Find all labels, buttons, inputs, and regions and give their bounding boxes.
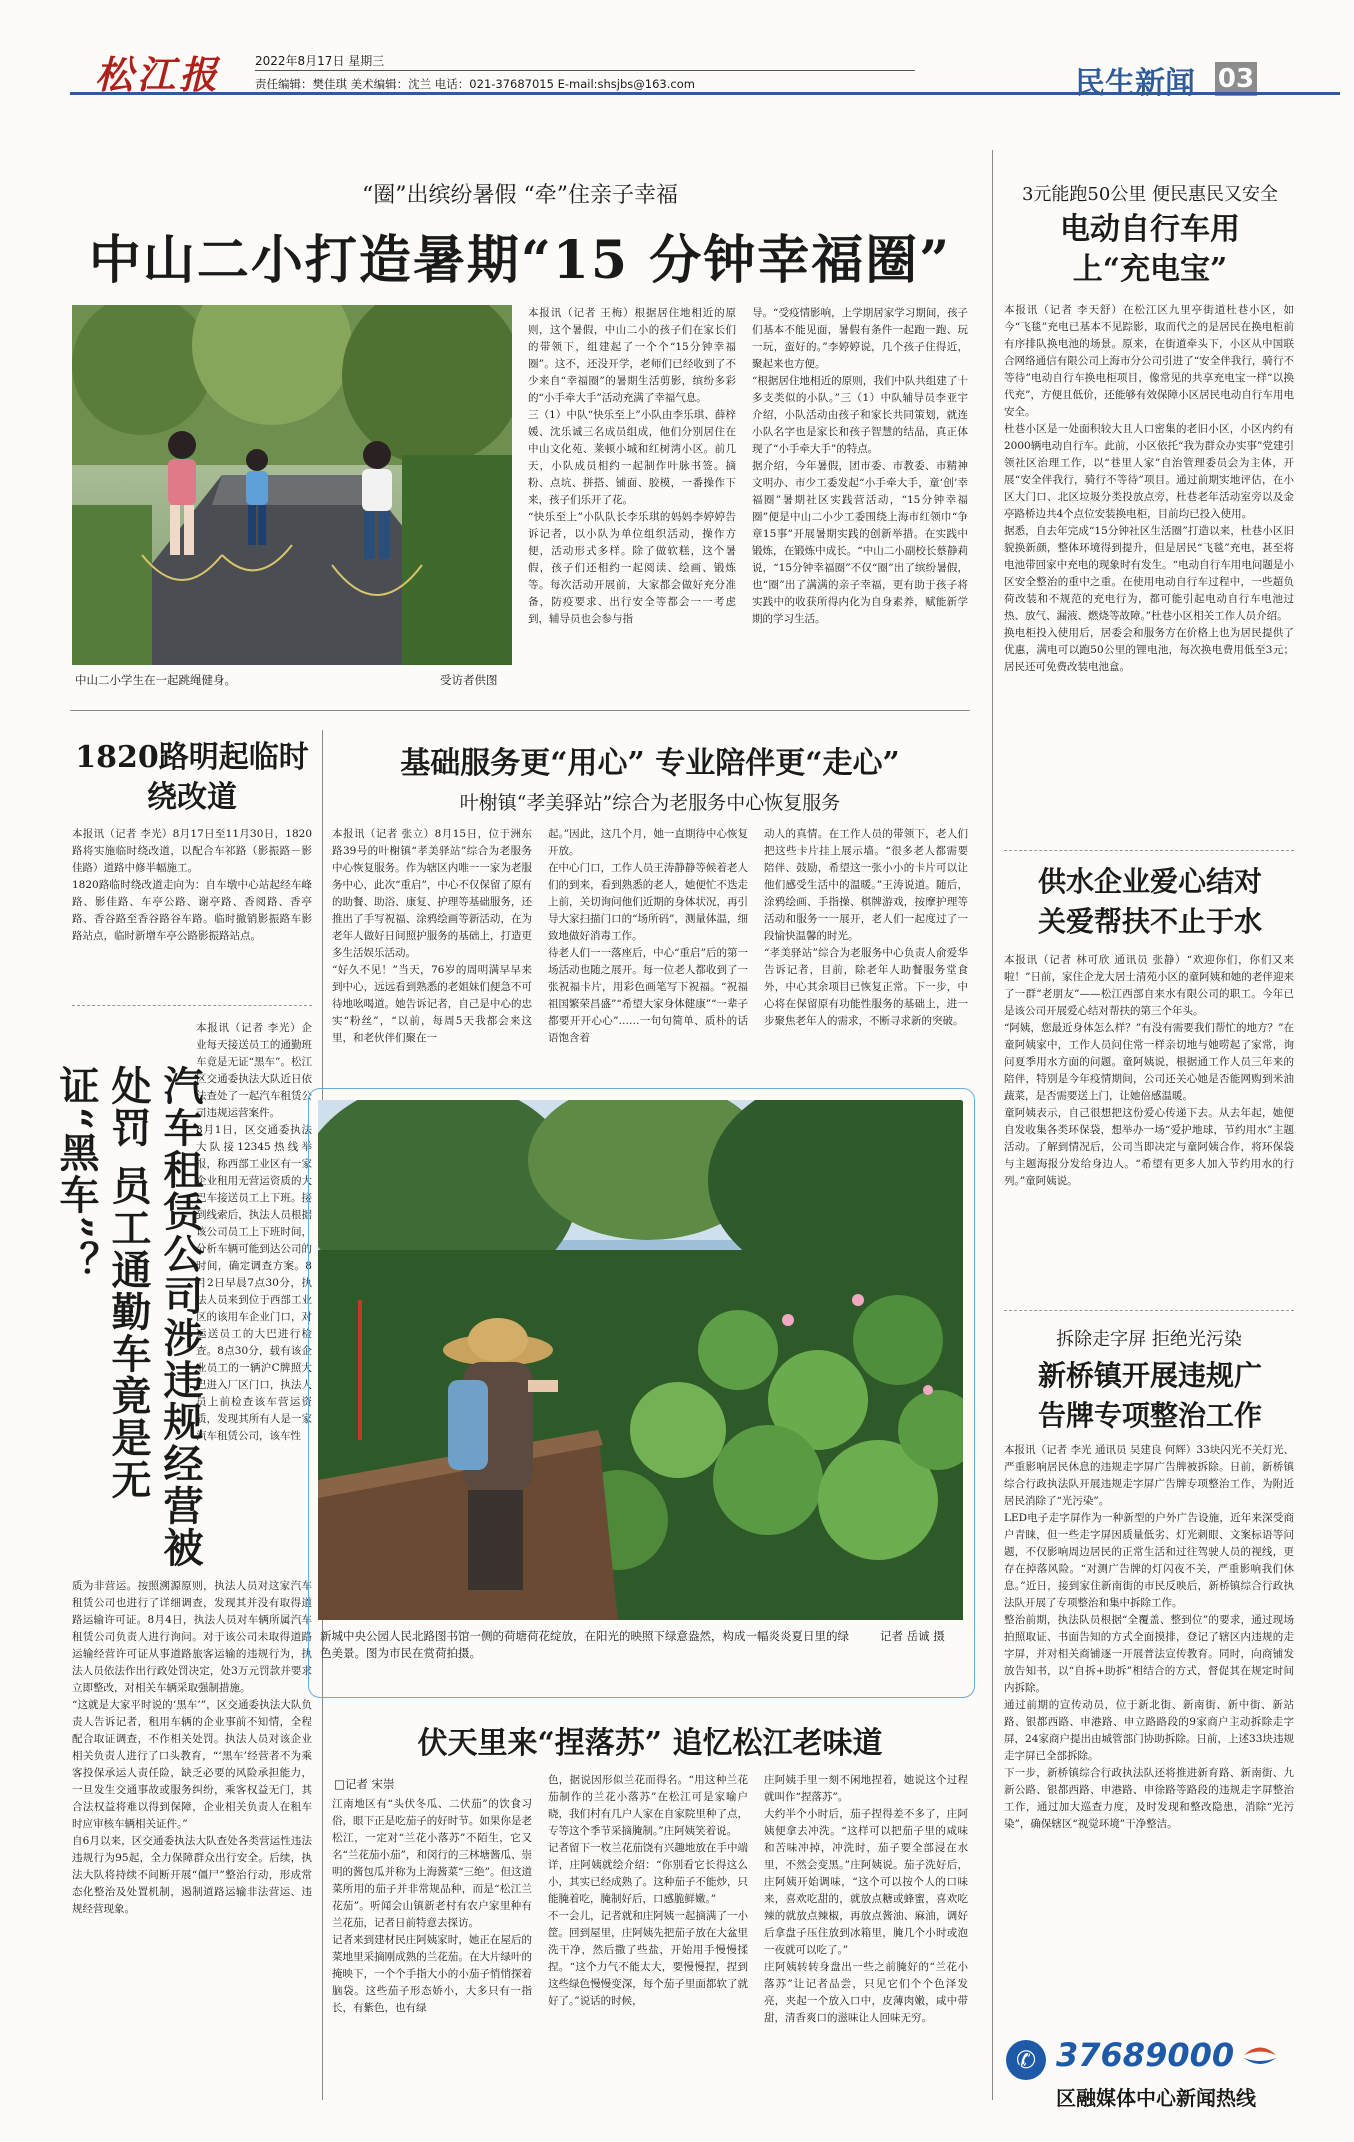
lotus-photo [318, 1100, 963, 1620]
billboard-kicker: 拆除走字屏 拒绝光污染 [1056, 1329, 1242, 1350]
water-headline: 供水企业爱心结对 关爱帮扶不止于水 [1037, 865, 1262, 938]
header-divider [255, 70, 915, 71]
food-column-3: 庄阿姨手里一刻不闲地捏着，她说这个过程就叫作“捏落苏”。 大约半个小时后，茄子捏得差不多了，庄阿姨便拿去冲洗。“这样可以把茄子里的咸味和苦味冲掉，冲洗时，茄子要全部浸在水里，不然会变黑。”庄阿姨说。茄子洗好后，庄阿姨开始调味，“这个可以按个人的口味来，喜欢吃甜的，就放点糖或蜂蜜，喜欢吃辣的就放点辣椒，再放点酱油、麻油，调好后拿盘子压住放到冰箱里，腌几个小时或泡一夜就可以吃了。” 庄阿姨转转身盘出一些之前腌好的“兰花小落苏”让记者品尝，只见它们个个色泽发亮，夹起一个放入口中，皮薄肉嫩，咸中带甜，清香爽口的滋味让人回味无穷。 [764, 1774, 968, 2024]
hotline-label: 区融媒体中心新闻热线 [1056, 2086, 1256, 2110]
lead-photo [72, 305, 512, 665]
ebike-kicker: 3元能跑50公里 便民惠民又安全 [1021, 184, 1279, 205]
story-divider [1004, 1310, 1294, 1311]
issue-date: 2022年8月17日 星期三 [255, 54, 385, 68]
story-divider [1004, 850, 1294, 851]
section-title: 民生新闻 [1075, 66, 1195, 101]
hotline-number: 37689000 [1056, 2036, 1235, 2074]
elder-column-3: 动人的真情。在工作人员的带领下，老人们把这些卡片挂上展示墙。“很多老人都需要陪伴、鼓励，希望这一张小小的卡片可以让他们感受生活中的温暖。”王涛说道。随后，涂鸦绘画、手指操、棋牌游戏，按摩护理等活动和服务一一展开，老人们一起度过了一段愉快温馨的时光。 “孝美驿站”综合为老服务中心负责人俞爱华告诉记者，目前，除老年人助餐服务堂食外，中心其余项目已恢复正常。下一步，中心将在保留原有功能性服务的基础上，进一步聚焦老年人的需求，不断寻求新的突破。 [764, 828, 968, 1027]
ebike-headline: 电动自行车用上“充电宝” [1060, 212, 1240, 287]
lotus-credit: 记者 岳诚 摄 [880, 1629, 945, 1643]
header-rule [70, 92, 1340, 95]
food-headline: 伏天里来“捏落苏” 追忆松江老味道 [417, 1726, 883, 1761]
food-column-2: 色，据说因形似兰花而得名。“用这种兰花茄制作的兰花小落苏”在松江可是家喻户晓，我们村有几户人家在自家院里种了点，专等这个季节采摘腌制。”庄阿姨笑着说。 记者留下一枚兰花茄饶有兴趣地放在手中端详，庄阿姨就绘介绍：“你别看它长得这么小，其实已经成熟了。这种茄子不能炒，只能腌着吃，腌制好后，口感脆鲜嫩。” 不一会儿，记者就和庄阿姨一起摘满了一小筐。回到屋里，庄阿姨先把茄子放在大盆里洗干净，然后撒了些盐，开始用手慢慢揉捏。“这个力气不能太大，要慢慢捏，捏到这些绿色慢慢变深，每个茄子里面都软了就好了。”说话的时候， [548, 1774, 748, 2007]
taxi-headline: 汽车租赁公司涉违规经营被处罚 员工通勤车竟是无证“黑车”？ [53, 1065, 204, 1569]
lead-column-1: 本报讯（记者 王梅）根据居住地相近的原则，这个暑假，中山二小的孩子们在家长们的带领下，组建起了一个个“15分钟幸福圈”。这不，还没开学，老师们已经收到了不少来自“幸福圈”的暑期生活剪影，缤纷多彩的“小手牵大手”活动充满了幸福气息。 三（1）中队“快乐至上”小队由李乐琪、薛梓媛、沈乐诚三名成员组成，他们分别居住在中山文化苑、莱顿小城和红树湾小区。前几天，小队成员相约一起制作叶脉书签。摘粉、点坑、拼搭、铺面、胶模，一番操作下来，孩子们乐开了花。 “快乐至上”小队队长李乐琪的妈妈李婷婷告诉记者，以小队为单位组织活动，操作方便，活动形式多样。除了做软糕，这个暑假，孩子们还相约一起阅读、绘画、锻炼等。每次活动开展前，大家都会做好充分准备，防疫要求、出行安全等都会一一考虑到，辅导员也会参与指 [528, 307, 736, 625]
road-headline: 1820路明起临时绕改道 [75, 740, 309, 815]
elder-headline: 基础服务更“用心” 专业陪伴更“走心” [400, 746, 900, 781]
road-body: 本报讯（记者 李光）8月17日至11月30日，1820路将实施临时绕改道，以配合车祁路（影振路－影佳路）道路中修半幅施工。 1820路临时绕改道走向为：自车墩中心站起经车峰路、影佳路、车亭公路、谢亭路、香阅路、香亭路、香谷路至香谷路谷车路。临时撤销影振路车影路站点，临时新增车亭公路影振路站点。 [72, 828, 312, 942]
ebike-body: 本报讯（记者 李天舒）在松江区九里亭街道杜巷小区，如今“飞毯”充电已基本不见踪影，取而代之的是居民在换电柜前有序排队换电池的场景。原来，在街道牵头下，小区从中国联合网络通信有限公司上海市分公司引进了“安全伴我行，骑行不等待”电动自行车换电柜项目，像常见的共享充电宝一样“以换代充”，方便且低价，还能够有效保障小区居民电动自行车用电安全。 杜巷小区是一处面积较大且人口密集的老旧小区，小区内约有2000辆电动自行车。此前，小区依托“我为群众办实事”党建引领社区治理工作，以“巷里人家”自治管理委员会为主体，开展“安全伴我行，骑行不等待”项目。通过前期实地评估，在小区大门口、北区垃圾分类投放点旁，杜巷老年活动室旁以及金亭路桥边共4个点位安装换电柜，目前均已投入使用。 据悉，自去年完成“15分钟社区生活圈”打造以来，杜巷小区旧貌换新颜，整体环境得到提升，但是居民“飞毯”充电，甚至将电池带回家中充电的现象时有发生。“电动自行车用电问题是小区安全整治的重中之重。在使用电动自行车过程中，一些超负荷改装和不规范的充电行为，都可能引起电动自行车电池过热、放气、漏液、燃烧等故障。”杜巷小区相关工作人员介绍。 换电柜投入使用后，居委会和服务方在价格上也为居民提供了优惠，满电可以跑50公里的锂电池，每次换电费用低至3元；居民还可免费改装电池盒。 [1004, 304, 1294, 673]
lead-column-2: 导。“受疫情影响，上学期居家学习期间，孩子们基本不能见面，暑假有条件一起跑一跑、玩一玩，蛮好的。”李婷婷说，几个孩子住得近，聚起来也方便。 “根据居住地相近的原则，我们中队共组建了十多支类似的小队。”三（1）中队辅导员李亚宇介绍，小队活动由孩子和家长共同策划，就连小队名字也是家长和孩子智慧的结晶，真正体现了“小手牵大手”的特点。 据介绍，今年暑假，团市委、市教委、市精神文明办、市少工委发起“小手牵大手，童‘创’幸福圈”暑期社区实践营活动，“15分钟幸福圈”便是中山二小少工委围绕上海市红领巾“争章15事”开展暑期实践的创新举措。在实践中锻炼，在锻炼中成长。“中山二小副校长蔡静莉说，“15分钟幸福圈”不仅“圈”出了缤纷暑假，也“圈”出了满满的亲子幸福，更有助于孩子将实践中的收获所得内化为自身素养，赋能新学期的学习生活。 [752, 307, 968, 625]
elder-column-1: 本报讯（记者 张立）8月15日，位于洲东路39号的叶榭镇“孝美驿站”综合为老服务中心恢复服务。作为辖区内唯一一家为老服务中心，此次“重启”，中心不仅保留了原有的助餐、助浴、康复、护理等基础服务，还推出了手写祝福、涂鸦绘画等新活动，在为老年人做好日间照护服务的基础上，打造更多生活娱乐活动。 “好久不见！”当天，76岁的周明满早早来到中心，远远看到熟悉的老姐妹们便急不可待地吆喝道。她告诉记者，自己是中心的忠实“粉丝”，“以前，每周5天我都会来这里，和老伙伴们聚在一 [332, 828, 532, 1044]
food-byline: □记者 宋崇 [334, 1777, 395, 1791]
water-body: 本报讯（记者 林可欣 通讯员 张静）“欢迎你们，你们又来啦！”日前，家住企龙大居士清苑小区的童阿姨和她的老伴迎来了一群“老朋友”——松江西部自来水有限公司的职工。今年已是该公司开展爱心结对帮扶的第三个年头。 “阿姨，您最近身体怎么样？”有没有需要我们帮忙的地方？”在童阿姨家中，工作人员问住常一样亲切地与她唠起了家常，询问夏季用水方面的问题。童阿姨说，根据通工作人员三年来的陪伴，特别是今年疫情期间，公司还关心她是否能网购到米油蔬菜，是否需要送上门，让她倍感温暖。 童阿姨表示，自己很想把这份爱心传递下去。从去年起，她便自发收集各类环保袋，想举办一场“爱护地球，节约用水”主题活动。了解到情况后，公司当即决定与童阿姨合作，将环保袋与主题海报分发给身边人。“希望有更多人加入节约用水的行列。”童阿姨说。 [1004, 954, 1294, 1187]
taxi-body: 质为非营运。按照溯源原则，执法人员对这家汽车租赁公司也进行了详细调查，发现其并没有取得道路运输许可证。8月4日，执法人员对车辆所属汽车租赁公司负责人进行询问。对于该公司未取得道路运输经营许可证从事道路旅客运输的违规行为，执法人员依法作出行政处罚决定，处3万元罚款并要求立即整改，对相关车辆采取强制措施。 “这就是大家平时说的‘黑车’”，区交通委执法大队负责人告诉记者，租用车辆的企业事前不知情，全程配合取证调查，不作相关处罚。执法人员对该企业相关负责人进行了口头教育，“‘黑车’经营者不为乘客投保承运人责任险，缺乏必要的风险承担能力，一旦发生交通事故或服务纠纷，乘客权益无门，其合法权益将难以得到保障，企业相关负责人在租车时应审核车辆相关证件。” 自6月以来，区交通委执法大队查处各类营运性违法违规行为95起，全力保障群众出行安全。后续，执法大队将持续不间断开展“僵尸”整治行动，形成常态化整治及处置机制，遏制道路运输非法营运、违规经营现象。 [72, 1580, 312, 1915]
story-divider [72, 1005, 312, 1006]
column-divider [992, 150, 993, 2100]
page-number: 03 [1215, 62, 1257, 96]
media-center-logo [1240, 2040, 1280, 2070]
phone-icon: ✆ [1006, 2040, 1046, 2080]
taxi-side-text: 本报讯（记者 李光）企业每天接送员工的通勤班车竟是无证“黑车”。松江区交通委执法大队近日依法查处了一起汽车租赁公司违规运营案件。 8月1日，区交通委执法大队接12345热线举报，称西部工业区有一家企业租用无营运资质的大巴车接送员工上下班。接到线索后，执法人员根据该公司员工上下班时间，分析车辆可能到达公司的时间，确定调查方案。8月2日早晨7点30分，执法人员来到位于西部工业区的该用车企业门口，对运送员工的大巴进行检查。8点30分，载有该企业员工的一辆沪C牌照大巴进入厂区门口，执法人员上前检查该车营运资质，发现其所有人是一家汽车租赁公司，该车性 [196, 1022, 312, 1442]
lead-photo-caption: 中山二小学生在一起跳绳健身。 [75, 673, 236, 687]
lead-headline: 中山二小打造暑期“15 分钟幸福圈” [88, 230, 952, 291]
billboard-headline: 新桥镇开展违规广告牌专项整治工作 [1037, 1359, 1262, 1432]
food-column-1: 江南地区有“头伏冬瓜、二伏茄”的饮食习俗，眼下正是吃茄子的好时节。如果你是老松江，一定对“兰花小落苏”不陌生，它又名“兰花茄小茄”，和闵行的三林塘酱瓜、崇明的酱包瓜并称为上海酱菜“三绝”。但这道菜所用的茄子并非常规品种，而是“松江兰花茄”。听闻会山镇新老村有农户家里种有兰花茄，记者日前特意去探访。 记者来到建材民庄阿姨家时，她正在屋后的菜地里采摘刚成熟的兰花茄。在大片绿叶的掩映下，一个个手指大小的小茄子悄悄探着脑袋。这些茄子形态娇小，大多只有一指长，有紫色，也有绿 [332, 1798, 532, 2014]
elder-column-2: 起。”因此，这几个月，她一直期待中心恢复开放。 在中心门口，工作人员王涛静静等候着老人们的到来，看到熟悉的老人，她便忙不迭走上前，关切询问他们近期的身体状况，再引导大家扫描门口的“场所码”，测量体温，细致地做好消毒工作。 待老人们一一落座后，中心“重启”后的第一场活动也随之展开。每一位老人都收到了一张祝福卡片，用彩色画笔写下祝福。“祝福祖国繁荣昌盛”“希望大家身体健康”“一辈子都要开开心心”……一句句简单、质朴的话语饱含着 [548, 828, 748, 1044]
lead-photo-credit: 受访者供图 [440, 673, 498, 687]
masthead-logo: 松江报 [95, 52, 222, 97]
lead-kicker: “圈”出缤纷暑假 “牵”住亲子幸福 [362, 183, 678, 208]
lotus-caption: 新城中央公园人民北路图书馆一侧的荷塘荷花绽放，在阳光的映照下绿意盎然，构成一幅炎炎夏日里的绿色美景。图为市民在赏荷拍摄。 [320, 1629, 849, 1660]
editor-credits: 责任编辑：樊佳琪 美术编辑：沈兰 电话：021-37687015 E-mail:shsjbs@163.com [255, 77, 695, 91]
elder-subhead: 叶榭镇“孝美驿站”综合为老服务中心恢复服务 [459, 792, 841, 814]
section-rule [70, 710, 970, 711]
billboard-body: 本报讯（记者 李光 通讯员 吴建良 何辉）33块闪光不关灯光、严重影响居民休息的违规走字屏广告牌被拆除。日前，新桥镇综合行政执法队开展违规走字屏广告牌专项整治工作，为附近居民消除了“光污染”。 LED电子走字屏作为一种新型的户外广告设施，近年来深受商户青睐，但一些走字屏因质量低劣、灯光刺眼、文案标语等问题，不仅影响周边居民的正常生活和过往驾驶人员的视线，更存在掉落风险。“对测广告牌的灯闪夜不关，严重影响我们休息。”近日，接到家住新南街的市民反映后，新桥镇综合行政执法队开展了专项整治和集中拆除工作。 整治前期，执法队员根据“全覆盖、整到位”的要求，通过现场拍照取证、书面告知的方式全面摸排，登记了辖区内违规的走字屏，并对相关商铺逐一开展普法宣传教育。同时，向商铺发放告知书，以“自拆+助拆”相结合的方式，督促其在规定时间内拆除。 通过前期的宣传动员，位于新北街、新南街、新中街、新站路、银都西路、申港路、申立路路段的9家商户主动拆除走字屏，24家商户提出由城管部门协助拆除。日前，上述33块违规走字屏已全部拆除。 下一步，新桥镇综合行政执法队还将推进新育路、新南街、九新公路、银都西路、申港路、申徐路等路段的违规走字屏整治工作，通过加大巡查力度，及时发现和整改隐患，消除“光污染”，确保辖区“视觉环境”干净整洁。 [1004, 1444, 1294, 1830]
